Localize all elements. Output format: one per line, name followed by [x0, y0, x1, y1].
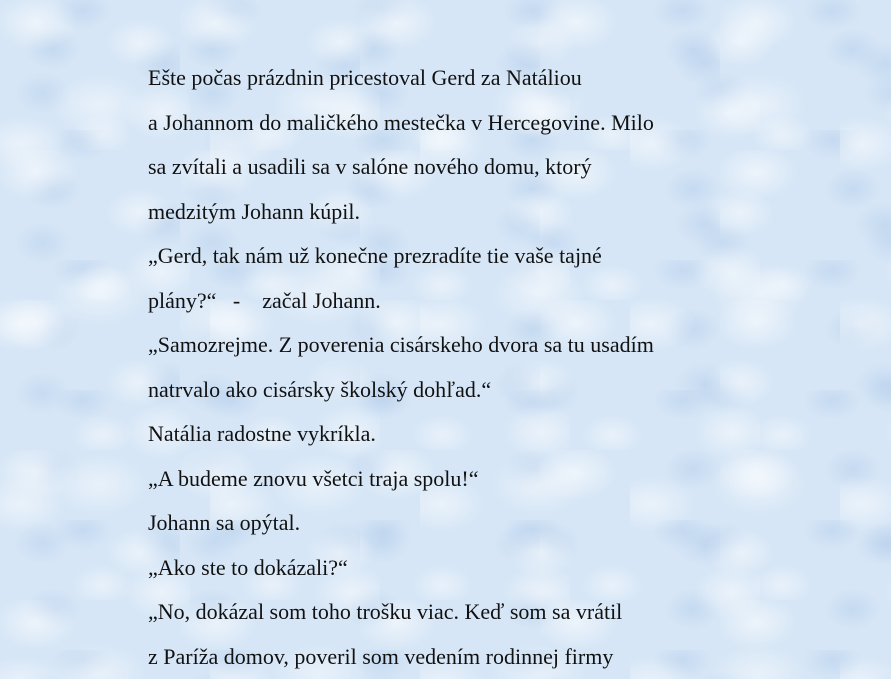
text-line: z Paríža domov, poveril som vedením rodinnej firmy [148, 635, 868, 679]
text-line: Johann sa opýtal. [148, 501, 868, 546]
text-line: „Samozrejme. Z poverenia cisárskeho dvora sa tu usadím [148, 323, 868, 368]
text-line: plány?“ - začal Johann. [148, 279, 868, 324]
text-line: natrvalo ako cisársky školský dohľad.“ [148, 368, 868, 413]
text-line: „A budeme znovu všetci traja spolu!“ [148, 457, 868, 502]
text-line: medzitým Johann kúpil. [148, 190, 868, 235]
text-line: a Johannom do maličkého mestečka v Hercegovine. Milo [148, 101, 868, 146]
text-body [148, 56, 868, 679]
text-line: Natália radostne vykríkla. [148, 412, 868, 457]
text-line: „No, dokázal som toho trošku viac. Keď som sa vrátil [148, 590, 868, 635]
text-line: sa zvítali a usadili sa v salóne nového domu, ktorý [148, 145, 868, 190]
text-line: „Gerd, tak nám už konečne prezradíte tie vaše tajné [148, 234, 868, 279]
text-line: Ešte počas prázdnin pricestoval Gerd za Natáliou [148, 56, 868, 101]
text-line: „Ako ste to dokázali?“ [148, 546, 868, 591]
